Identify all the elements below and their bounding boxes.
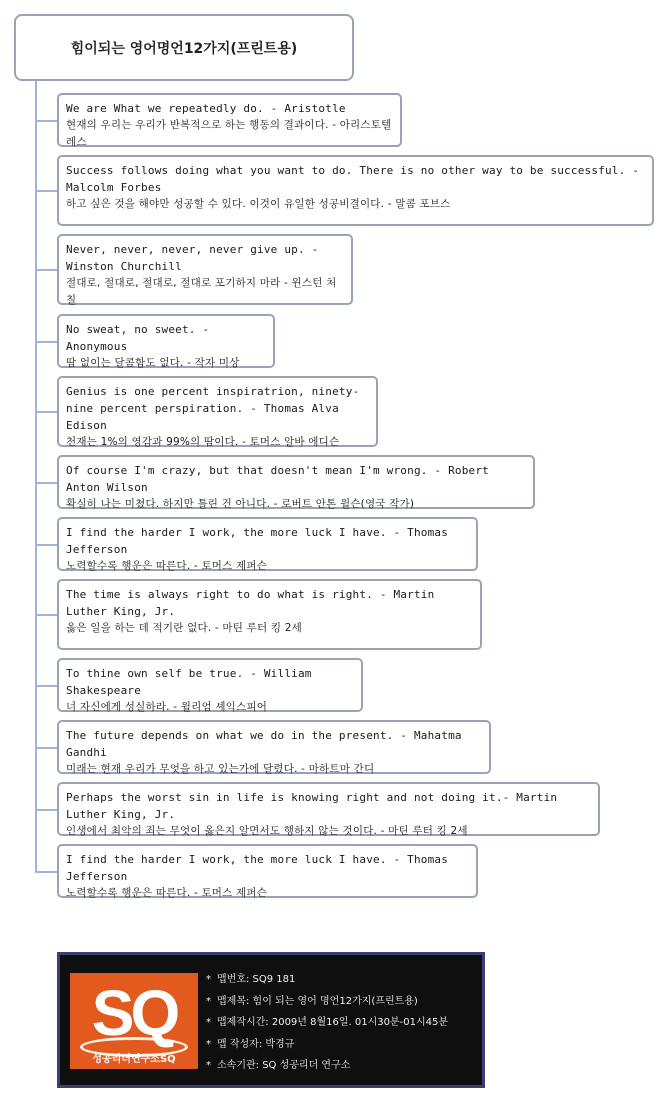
branch-line	[35, 81, 37, 873]
branch-connector	[35, 614, 57, 616]
central-topic-label: 힘이되는 영어명언12가지(프린트용)	[70, 40, 298, 57]
quote-node[interactable]	[57, 376, 378, 447]
sq-logo	[70, 973, 198, 1069]
quote-english: No sweat, no sweet. - Anonymous	[66, 323, 210, 353]
map-info-box	[57, 952, 485, 1088]
quote-english: We are What we repeatedly do. - Aristotle	[66, 102, 346, 115]
quote-english: Never, never, never, never give up. - Winston Churchill	[66, 243, 319, 273]
quote-node[interactable]	[57, 658, 363, 712]
info-item: * 맵제목: 힘이 되는 영어 명언12가지(프린트용)	[206, 995, 418, 1007]
info-item: * 소속기관: SQ 성공리더 연구소	[206, 1060, 351, 1071]
quote-english: The time is always right to do what is right. - Martin Luther King, Jr.	[66, 588, 435, 618]
quote-korean: 땀 없이는 달콤함도 없다. - 작자 미상	[66, 357, 240, 369]
branch-connector	[35, 482, 57, 484]
quote-node[interactable]	[57, 455, 535, 509]
branch-connector	[35, 411, 57, 413]
quote-node[interactable]	[57, 579, 482, 650]
branch-connector	[35, 341, 57, 343]
quote-node[interactable]	[57, 234, 353, 305]
quote-korean: 인생에서 최악의 죄는 무엇이 옳은지 알면서도 행하지 않는 것이다. - 마틴 루터 킹 2세	[66, 825, 468, 837]
quote-english: Of course I'm crazy, but that doesn't mean I'm wrong. - Robert Anton Wilson	[66, 464, 489, 494]
branch-connector	[35, 120, 57, 122]
info-item: * 맵 작성자: 박경규	[206, 1038, 295, 1050]
quote-korean: 천재는 1%의 영감과 99%의 땀이다. - 토머스 알바 에디슨	[66, 436, 340, 448]
branch-connector	[35, 544, 57, 546]
bullet-icon: *	[206, 974, 211, 985]
quote-english: Genius is one percent inspiratrion, ninety-nine percent perspiration. - Thomas Alva Edison	[66, 385, 360, 432]
quote-node[interactable]	[57, 782, 600, 836]
quote-english: I find the harder I work, the more luck I have. - Thomas Jefferson	[66, 526, 449, 556]
info-item: * 맵번호: SQ9 181	[206, 974, 296, 985]
quote-node[interactable]	[57, 517, 478, 571]
quote-korean: 하고 싶은 것을 해야만 성공할 수 있다. 이것이 유일한 성공비결이다. - 말콤 포브스	[66, 198, 451, 210]
quote-korean: 노력할수록 행운은 따른다. - 토머스 제퍼슨	[66, 887, 268, 899]
branch-connector	[35, 747, 57, 749]
central-topic[interactable]	[14, 14, 354, 81]
quote-node[interactable]	[57, 155, 654, 226]
map-info-list	[206, 969, 448, 1077]
branch-connector	[35, 685, 57, 687]
logo-text: SQ	[91, 977, 177, 1049]
quote-english: The future depends on what we do in the present. - Mahatma Gandhi	[66, 729, 462, 759]
quote-node[interactable]	[57, 314, 275, 368]
bullet-icon: *	[206, 1017, 211, 1028]
quote-korean: 노력할수록 행운은 따른다. - 토머스 제퍼슨	[66, 560, 268, 572]
bullet-icon: *	[206, 1060, 211, 1071]
quote-korean: 너 자신에게 성실하라. - 윌리엄 셰익스피어	[66, 701, 268, 713]
branch-connector	[35, 809, 57, 811]
quote-english: Perhaps the worst sin in life is knowing right and not doing it.- Martin Luther King, Jr.	[66, 791, 558, 821]
quote-english: To thine own self be true. - William Shakespeare	[66, 667, 312, 697]
info-item: * 맵제작시간: 2009년 8월16일. 01시30분-01시45분	[206, 1017, 449, 1028]
quote-korean: 현재의 우리는 우리가 반복적으로 하는 행동의 결과이다. - 아리스토텔레스	[66, 119, 392, 148]
branch-connector	[35, 269, 57, 271]
branch-connector	[35, 190, 57, 192]
quote-node[interactable]	[57, 93, 402, 147]
quote-english: I find the harder I work, the more luck I have. - Thomas Jefferson	[66, 853, 449, 883]
quote-english: Success follows doing what you want to do. There is no other way to be successful. - Malcolm Forbes	[66, 164, 640, 194]
bullet-icon: *	[206, 1038, 211, 1050]
quote-korean: 미래는 현재 우리가 무엇을 하고 있는가에 달렸다. - 마하트마 간디	[66, 763, 375, 775]
quote-korean: 절대로, 절대로, 절대로, 절대로 포기하지 마라 - 윈스턴 처칠	[66, 277, 337, 306]
bullet-icon: *	[206, 995, 211, 1007]
quote-node[interactable]	[57, 720, 491, 774]
logo-caption: 성공리더연구소SQ	[92, 1054, 176, 1065]
quote-korean: 옳은 일을 하는 데 적기란 없다. - 마틴 루터 킹 2세	[66, 622, 302, 634]
quote-node[interactable]	[57, 844, 478, 898]
branch-connector	[35, 871, 57, 873]
quote-korean: 확실히 나는 미쳤다. 하지만 틀린 건 아니다. - 로버트 안톤 윌슨(영국 작가)	[66, 498, 415, 510]
